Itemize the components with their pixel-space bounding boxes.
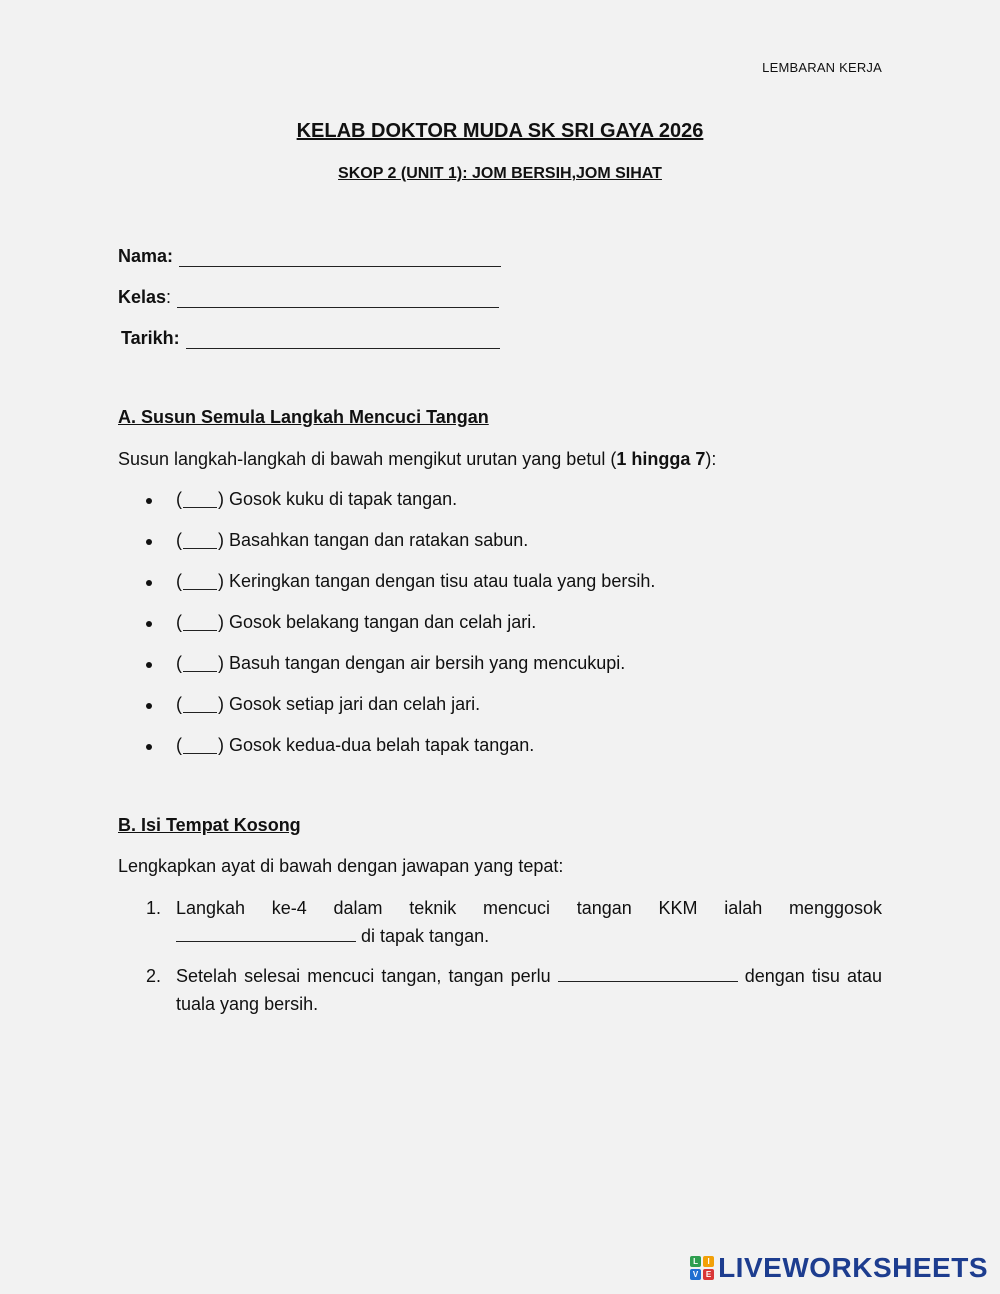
class-field-row <box>118 287 499 308</box>
name-field-row <box>118 246 501 267</box>
open-paren: ( <box>176 612 182 632</box>
section-a-instruction <box>118 449 716 470</box>
worksheet-label: LEMBARAN KERJA <box>762 60 882 75</box>
step-text: Gosok kuku di tapak tangan. <box>229 489 458 509</box>
bullet-icon <box>146 744 152 750</box>
question-2-prefix: Setelah selesai mencuci tangan, tangan perlu <box>176 966 558 986</box>
open-paren: ( <box>176 694 182 714</box>
close-paren: ) <box>218 530 224 550</box>
bullet-icon <box>146 580 152 586</box>
close-paren: ) <box>218 571 224 591</box>
name-input-line[interactable] <box>179 250 501 267</box>
open-paren: ( <box>176 653 182 673</box>
section-b-instruction: Lengkapkan ayat di bawah dengan jawapan yang tepat: <box>118 856 564 876</box>
class-colon: : <box>166 287 172 307</box>
page-subtitle: SKOP 2 (UNIT 1): JOM BERSIH,JOM SIHAT <box>338 165 662 182</box>
section-b-heading: B. Isi Tempat Kosong <box>118 815 301 835</box>
question-1-suffix: di tapak tangan. <box>356 926 490 946</box>
open-paren: ( <box>176 489 182 509</box>
logo-tile: I <box>703 1256 714 1267</box>
close-paren: ) <box>218 489 224 509</box>
question-1-line1: Langkah ke-4 dalam teknik mencuci tangan KKM ialah menggosok <box>176 898 882 918</box>
instruction-range: 1 hingga 7 <box>616 449 706 469</box>
order-blank[interactable] <box>183 573 217 590</box>
bullet-icon <box>146 498 152 504</box>
close-paren: ) <box>218 694 224 714</box>
open-paren: ( <box>176 571 182 591</box>
instruction-suffix: ): <box>705 449 717 469</box>
date-field-row <box>121 328 500 349</box>
close-paren: ) <box>218 653 224 673</box>
class-input-line[interactable] <box>177 291 499 308</box>
order-blank[interactable] <box>183 614 217 631</box>
list-item <box>146 694 480 715</box>
date-input-line[interactable] <box>186 332 500 349</box>
logo-text: LIVEWORKSHEETS <box>718 1252 988 1283</box>
list-item <box>146 653 625 674</box>
step-text: Basuh tangan dengan air bersih yang mencukupi. <box>229 653 626 673</box>
logo-tile: E <box>703 1269 714 1280</box>
question-2-suffix: dengan tisu atau <box>737 966 882 986</box>
logo-tiles <box>690 1256 714 1280</box>
list-item <box>146 571 655 592</box>
open-paren: ( <box>176 530 182 550</box>
order-blank[interactable] <box>183 491 217 508</box>
step-text: Keringkan tangan dengan tisu atau tuala yang bersih. <box>229 571 656 591</box>
bullet-icon <box>146 703 152 709</box>
page-title: KELAB DOKTOR MUDA SK SRI GAYA 2026 <box>296 120 704 142</box>
question-number: 1. <box>146 898 162 918</box>
section-a-heading: A. Susun Semula Langkah Mencuci Tangan <box>118 407 489 427</box>
list-item <box>146 612 536 633</box>
question-1 <box>146 894 882 950</box>
step-text: Basahkan tangan dan ratakan sabun. <box>229 530 529 550</box>
question-2-line2: tuala yang bersih. <box>176 994 319 1014</box>
answer-blank[interactable] <box>176 925 356 942</box>
date-label: Tarikh: <box>121 328 180 348</box>
question-number: 2. <box>146 966 162 986</box>
close-paren: ) <box>218 612 224 632</box>
close-paren: ) <box>218 735 224 755</box>
class-label: Kelas <box>118 287 167 307</box>
list-item <box>146 489 457 510</box>
step-text: Gosok setiap jari dan celah jari. <box>229 694 481 714</box>
liveworksheets-logo <box>690 1252 988 1284</box>
bullet-icon <box>146 539 152 545</box>
instruction-prefix: Susun langkah-langkah di bawah mengikut urutan yang betul ( <box>118 449 617 469</box>
bullet-icon <box>146 662 152 668</box>
logo-tile: V <box>690 1269 701 1280</box>
logo-tile: L <box>690 1256 701 1267</box>
name-label: Nama: <box>118 246 174 266</box>
bullet-icon <box>146 621 152 627</box>
order-blank[interactable] <box>183 696 217 713</box>
open-paren: ( <box>176 735 182 755</box>
order-blank[interactable] <box>183 655 217 672</box>
question-2 <box>146 962 882 1018</box>
order-blank[interactable] <box>183 532 217 549</box>
answer-blank[interactable] <box>558 965 738 982</box>
step-text: Gosok kedua-dua belah tapak tangan. <box>229 735 535 755</box>
list-item <box>146 530 528 551</box>
step-text: Gosok belakang tangan dan celah jari. <box>229 612 537 632</box>
order-blank[interactable] <box>183 737 217 754</box>
list-item <box>146 735 534 756</box>
